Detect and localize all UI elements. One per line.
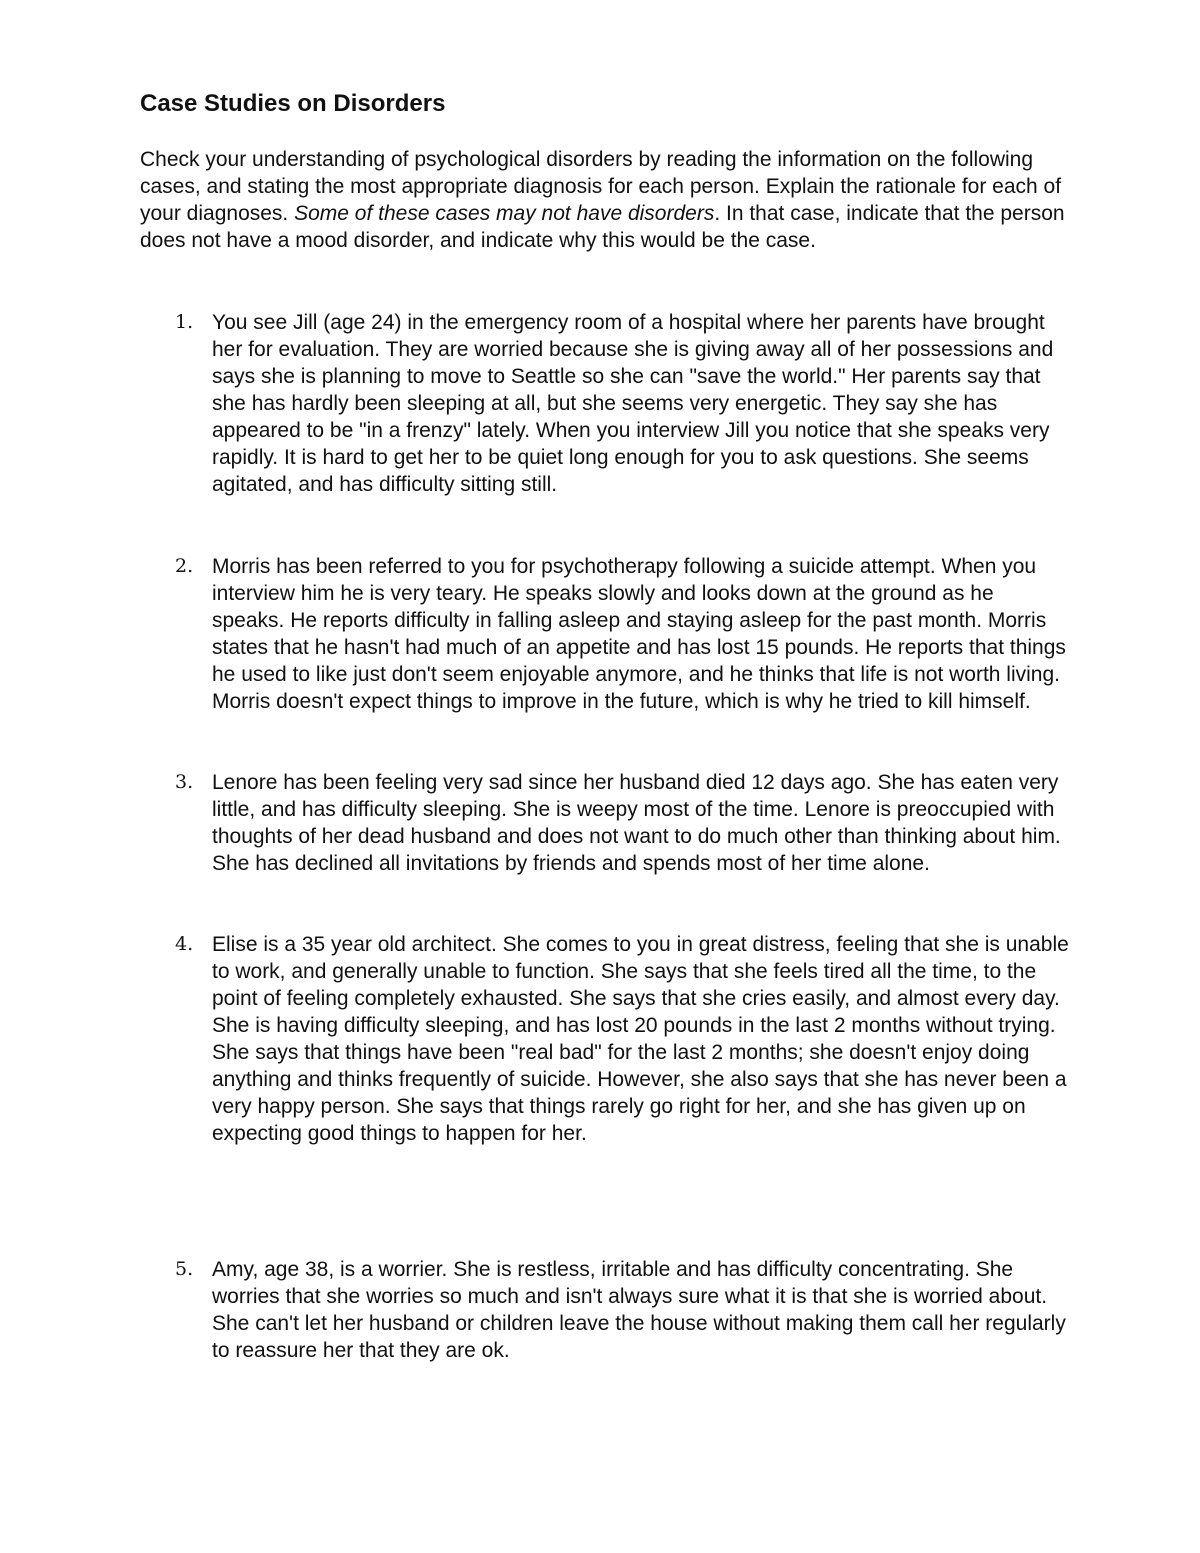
- case-number: 5.: [175, 1258, 194, 1280]
- case-text: Lenore has been feeling very sad since her husband died 12 days ago. She has eaten very little, and has difficulty sleeping. She is weepy most of the time. Lenore is preoccupied with thoughts of her dead husband and does not want to do much other than thinking about him. She has declined all invitations by friends and spends most of her time alone.: [212, 771, 1061, 875]
- case-item-2: [140, 553, 1070, 715]
- case-item-5: [140, 1256, 1070, 1364]
- case-number: 2.: [175, 555, 194, 577]
- intro-paragraph: [140, 146, 1070, 254]
- case-item-3: [140, 769, 1070, 877]
- case-text: Elise is a 35 year old architect. She comes to you in great distress, feeling that she is unable to work, and generally unable to function. She says that she feels tired all the time, to the point of feeling completely exhausted. She says that she cries easily, and almost every day. She is having difficulty sleeping, and has lost 20 pounds in the last 2 months without trying. She says that things have been "real bad" for the last 2 months; she doesn't enjoy doing anything and thinks frequently of suicide. However, she also says that she has never been a very happy person. She says that things rarely go right for her, and she has given up on expecting good things to happen for her.: [212, 933, 1069, 1145]
- case-item-4: [140, 931, 1070, 1147]
- case-text: You see Jill (age 24) in the emergency room of a hospital where her parents have brought her for evaluation. They are worried because she is giving away all of her possessions and says she is planning to move to Seattle so she can "save the world." Her parents say that she has hardly been sleeping at all, but she seems very energetic. They say she has appeared to be "in a frenzy" lately. When you interview Jill you notice that she speaks very rapidly. It is hard to get her to be quiet long enough for you to ask questions. She seems agitated, and has difficulty sitting still.: [212, 311, 1054, 496]
- intro-italic-note: Some of these cases may not have disorders: [294, 202, 715, 225]
- intro-text-start: Check your understanding of psychological disorders by reading the information on the following cases, and stating the most appropriate diagnosis for each person. Explain the rationale for each of your diagnoses.: [140, 148, 1062, 225]
- case-item-1: [140, 309, 1070, 498]
- intro-text-end: . In that case, indicate that the person does not have a mood disorder, and indicate why this would be the case.: [140, 202, 1065, 252]
- case-number: 4.: [175, 933, 194, 955]
- case-number: 1.: [175, 311, 194, 333]
- case-number: 3.: [175, 771, 194, 793]
- case-text: Morris has been referred to you for psychotherapy following a suicide attempt. When you interview him he is very teary. He speaks slowly and looks down at the ground as he speaks. He reports difficulty in falling asleep and staying asleep for the past month. Morris states that he hasn't had much of an appetite and has lost 15 pounds. He reports that things he used to like just don't seem enjoyable anymore, and he thinks that life is not worth living. Morris doesn't expect things to improve in the future, which is why he tried to kill himself.: [212, 555, 1066, 713]
- case-text: Amy, age 38, is a worrier. She is restless, irritable and has difficulty concentrating. She worries that she worries so much and isn't always sure what it is that she is worried about. She can't let her husband or children leave the house without making them call her regularly to reassure her that they are ok.: [212, 1258, 1066, 1362]
- document-title: Case Studies on Disorders: [140, 90, 446, 117]
